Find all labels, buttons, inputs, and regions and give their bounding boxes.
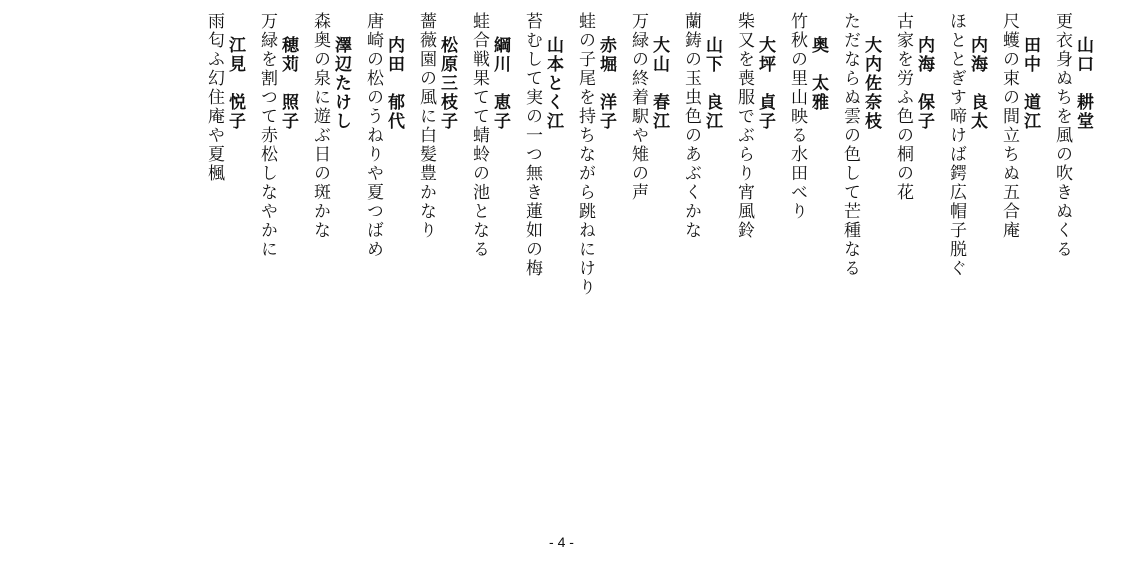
poem-text: 蘭鋳の玉虫色のあぶくかな <box>681 12 701 240</box>
poem-entry <box>785 12 828 482</box>
poem-author: 穂苅 照子 <box>278 36 298 131</box>
poem-author: 田中 道江 <box>1020 36 1040 131</box>
poem-author: 山口 耕堂 <box>1073 36 1093 131</box>
poem-author: 山下 良江 <box>702 36 722 131</box>
poem-text: ただならぬ雲の色して芒種なる <box>840 12 860 278</box>
poem-author: 赤堀 洋子 <box>596 36 616 131</box>
poem-entry <box>202 12 245 482</box>
poem-entry <box>891 12 934 482</box>
poem-entry <box>308 12 351 482</box>
poem-author: 大山 春江 <box>649 36 669 131</box>
poem-author: 内海 良太 <box>967 36 987 131</box>
poem-author: 松原三枝子 <box>437 36 457 131</box>
poem-author: 山本とく江 <box>543 36 563 131</box>
poem-text: 竹秋の里山映る水田べり <box>787 12 807 221</box>
poem-entry <box>573 12 616 482</box>
poem-text: 柴又を喪服でぶらり宵風鈴 <box>734 12 754 240</box>
poem-entry <box>1050 12 1093 482</box>
poem-entry <box>626 12 669 482</box>
poem-text: 蛙合戦果てて蜻蛉の池となる <box>469 12 489 259</box>
poem-author: 奥 太雅 <box>808 36 828 112</box>
poem-entry <box>255 12 298 482</box>
poem-text: 万緑を割つて赤松しなやかに <box>257 12 277 259</box>
poem-author: 内海 保子 <box>914 36 934 131</box>
poem-text: 雨匂ふ幻住庵や夏楓 <box>204 12 224 183</box>
poem-author: 綱川 恵子 <box>490 36 510 131</box>
poem-text: 万緑の終着駅や雉の声 <box>628 12 648 202</box>
poem-text: 唐崎の松のうねりや夏つばめ <box>363 12 383 259</box>
poem-entry <box>467 12 510 482</box>
page-number: - 4 - <box>549 534 574 550</box>
poem-text: 尺蠖の束の間立ちぬ五合庵 <box>999 12 1019 240</box>
poem-entry <box>520 12 563 482</box>
poem-entry <box>361 12 404 482</box>
poem-author: 澤辺たけし <box>331 36 351 131</box>
poem-entry <box>838 12 881 482</box>
haiku-collection <box>192 12 1093 482</box>
poem-text: 古家を労ふ色の桐の花 <box>893 12 913 202</box>
poem-text: ほととぎす啼けば鍔広帽子脱ぐ <box>946 12 966 278</box>
poem-text: 森奥の泉に遊ぶ日の斑かな <box>310 12 330 240</box>
poem-author: 大坪 貞子 <box>755 36 775 131</box>
poem-author: 内田 郁代 <box>384 36 404 131</box>
poem-entry <box>732 12 775 482</box>
poem-entry <box>679 12 722 482</box>
poem-text: 更衣身ぬちを風の吹きぬくる <box>1052 12 1072 259</box>
poem-text: 苔むして実の一つ無き蓮如の梅 <box>522 12 542 278</box>
poem-author: 江見 悦子 <box>225 36 245 131</box>
poem-entry <box>944 12 987 482</box>
poem-text: 薔薇園の風に白髪豊かなり <box>416 12 436 240</box>
poem-author: 大内佐奈枝 <box>861 36 881 131</box>
poem-entry <box>414 12 457 482</box>
poem-entry <box>997 12 1040 482</box>
poem-text: 蛙の子尾を持ちながら跳ねにけり <box>575 12 595 297</box>
